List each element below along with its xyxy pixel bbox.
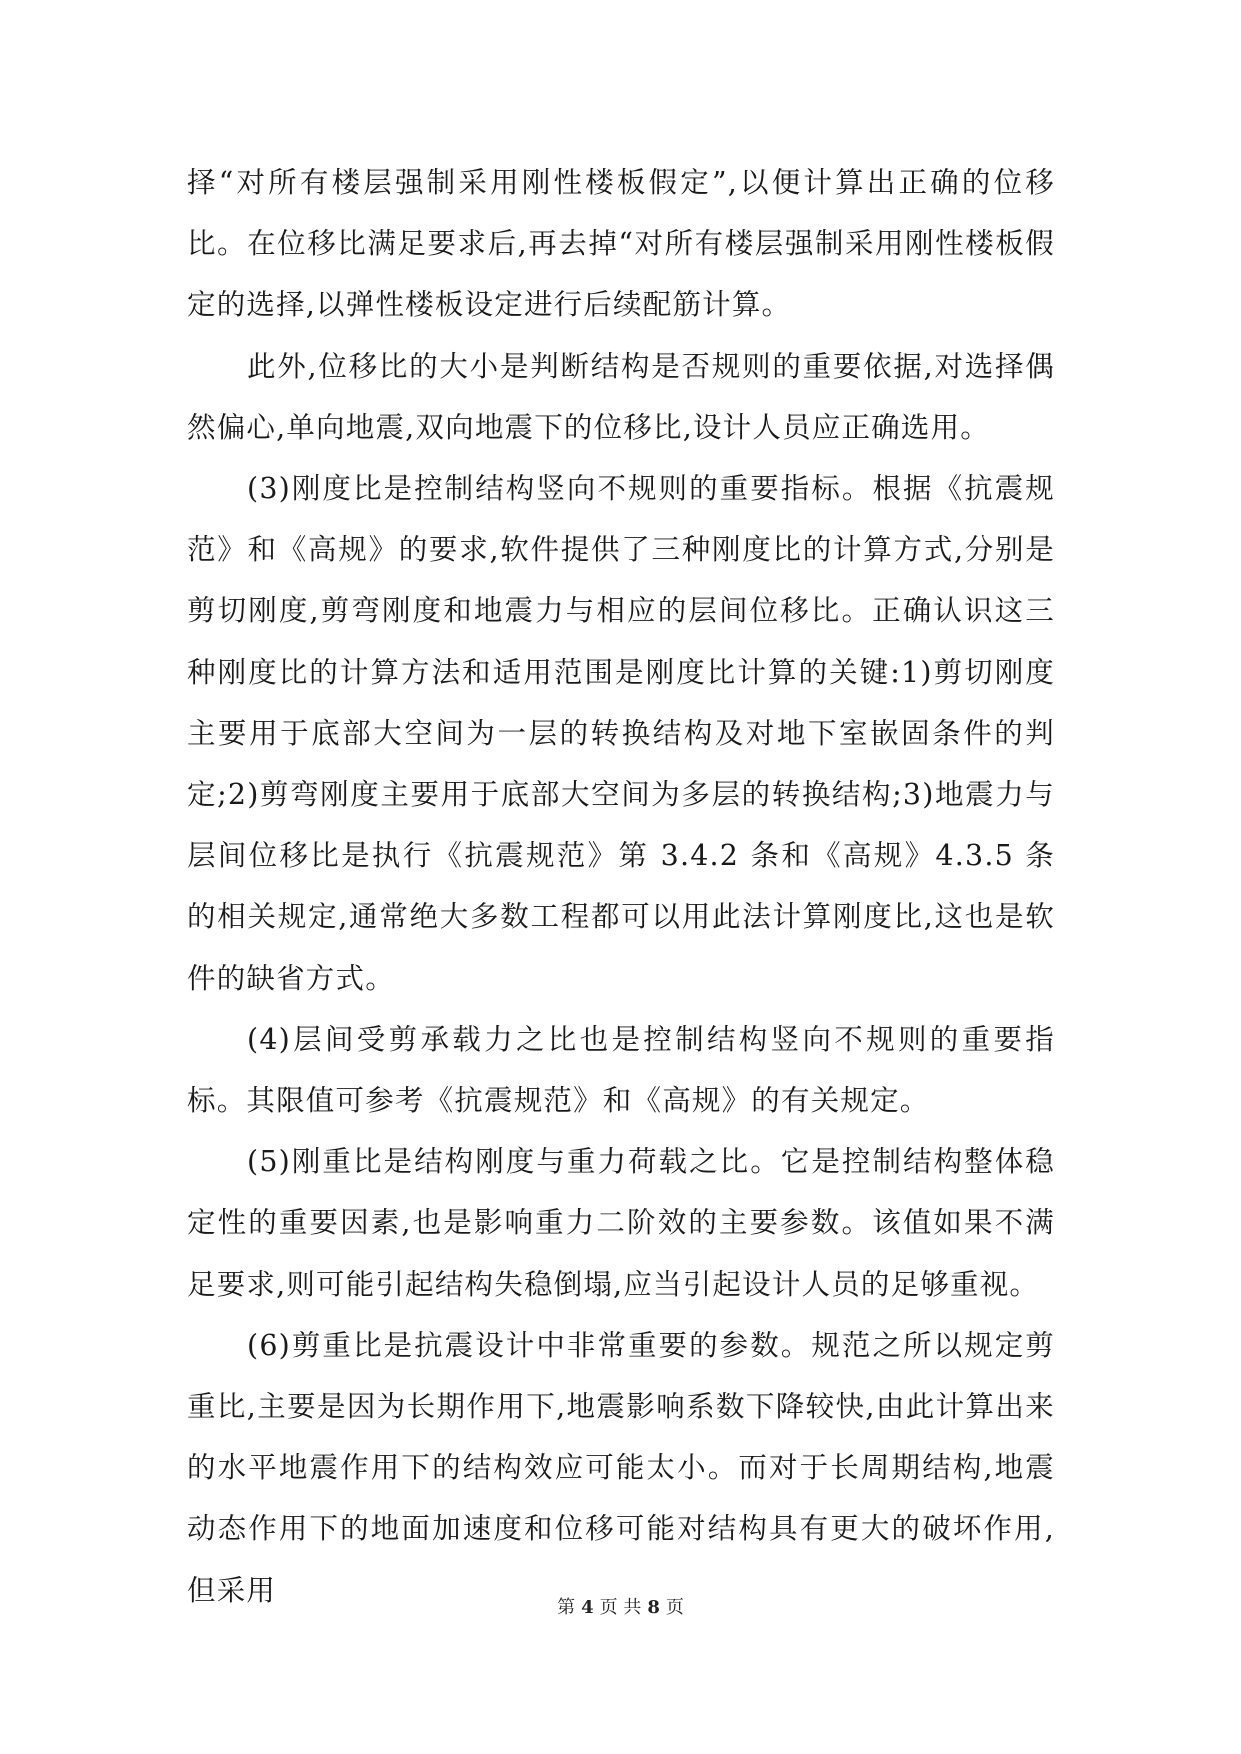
paragraph: (5)刚重比是结构刚度与重力荷载之比。它是控制结构整体稳定性的重要因素,也是影响重力二阶效的主要参数。该值如果不满足要求,则可能引起结构失稳倒塌,应当引起设计人员的足够重视。 — [187, 1145, 1055, 1301]
footer-prefix: 第 — [557, 1597, 576, 1618]
paragraph: 此外,位移比的大小是判断结构是否规则的重要依据,对选择偶然偏心,单向地震,双向地震下的位移比,设计人员应正确选用。 — [187, 349, 1055, 444]
total-pages-number: 8 — [647, 1597, 660, 1618]
body-text — [187, 152, 1055, 1621]
paragraph: 择“对所有楼层强制采用刚性楼板假定”,以便计算出正确的位移比。在位移比满足要求后,再去掉“对所有楼层强制采用刚性楼板假定的选择,以弹性楼板设定进行后续配筋计算。 — [187, 166, 1055, 322]
paragraph: (6)剪重比是抗震设计中非常重要的参数。规范之所以规定剪重比,主要是因为长期作用下,地震影响系数下降较快,由此计算出来的水平地震作用下的结构效应可能太小。而对于长周期结构,地震动态作用下的地面加速度和位移可能对结构具有更大的破坏作用,但采用 — [187, 1328, 1055, 1607]
page-footer — [0, 1593, 1241, 1619]
footer-middle: 页 共 — [599, 1597, 642, 1618]
current-page-number: 4 — [581, 1597, 594, 1618]
paragraph: (3)刚度比是控制结构竖向不规则的重要指标。根据《抗震规范》和《高规》的要求,软件提供了三种刚度比的计算方式,分别是剪切刚度,剪弯刚度和地震力与相应的层间位移比。正确认识这三种刚度比的计算方法和适用范围是刚度比计算的关键:1)剪切刚度主要用于底部大空间为一层的转换结构及对地下室嵌固条件的判定;2)剪弯刚度主要用于底部大空间为多层的转换结构;3)地震力与层间位移比是执行《抗震规范》第 3.4.2 条和《高规》4.3.5 条的相关规定,通常绝大多数工程都可以用此法计算刚度比,这也是软件的缺省方式。 — [187, 472, 1055, 995]
paragraph: (4)层间受剪承载力之比也是控制结构竖向不规则的重要指标。其限值可参考《抗震规范》和《高规》的有关规定。 — [187, 1022, 1055, 1118]
footer-suffix: 页 — [665, 1597, 684, 1618]
